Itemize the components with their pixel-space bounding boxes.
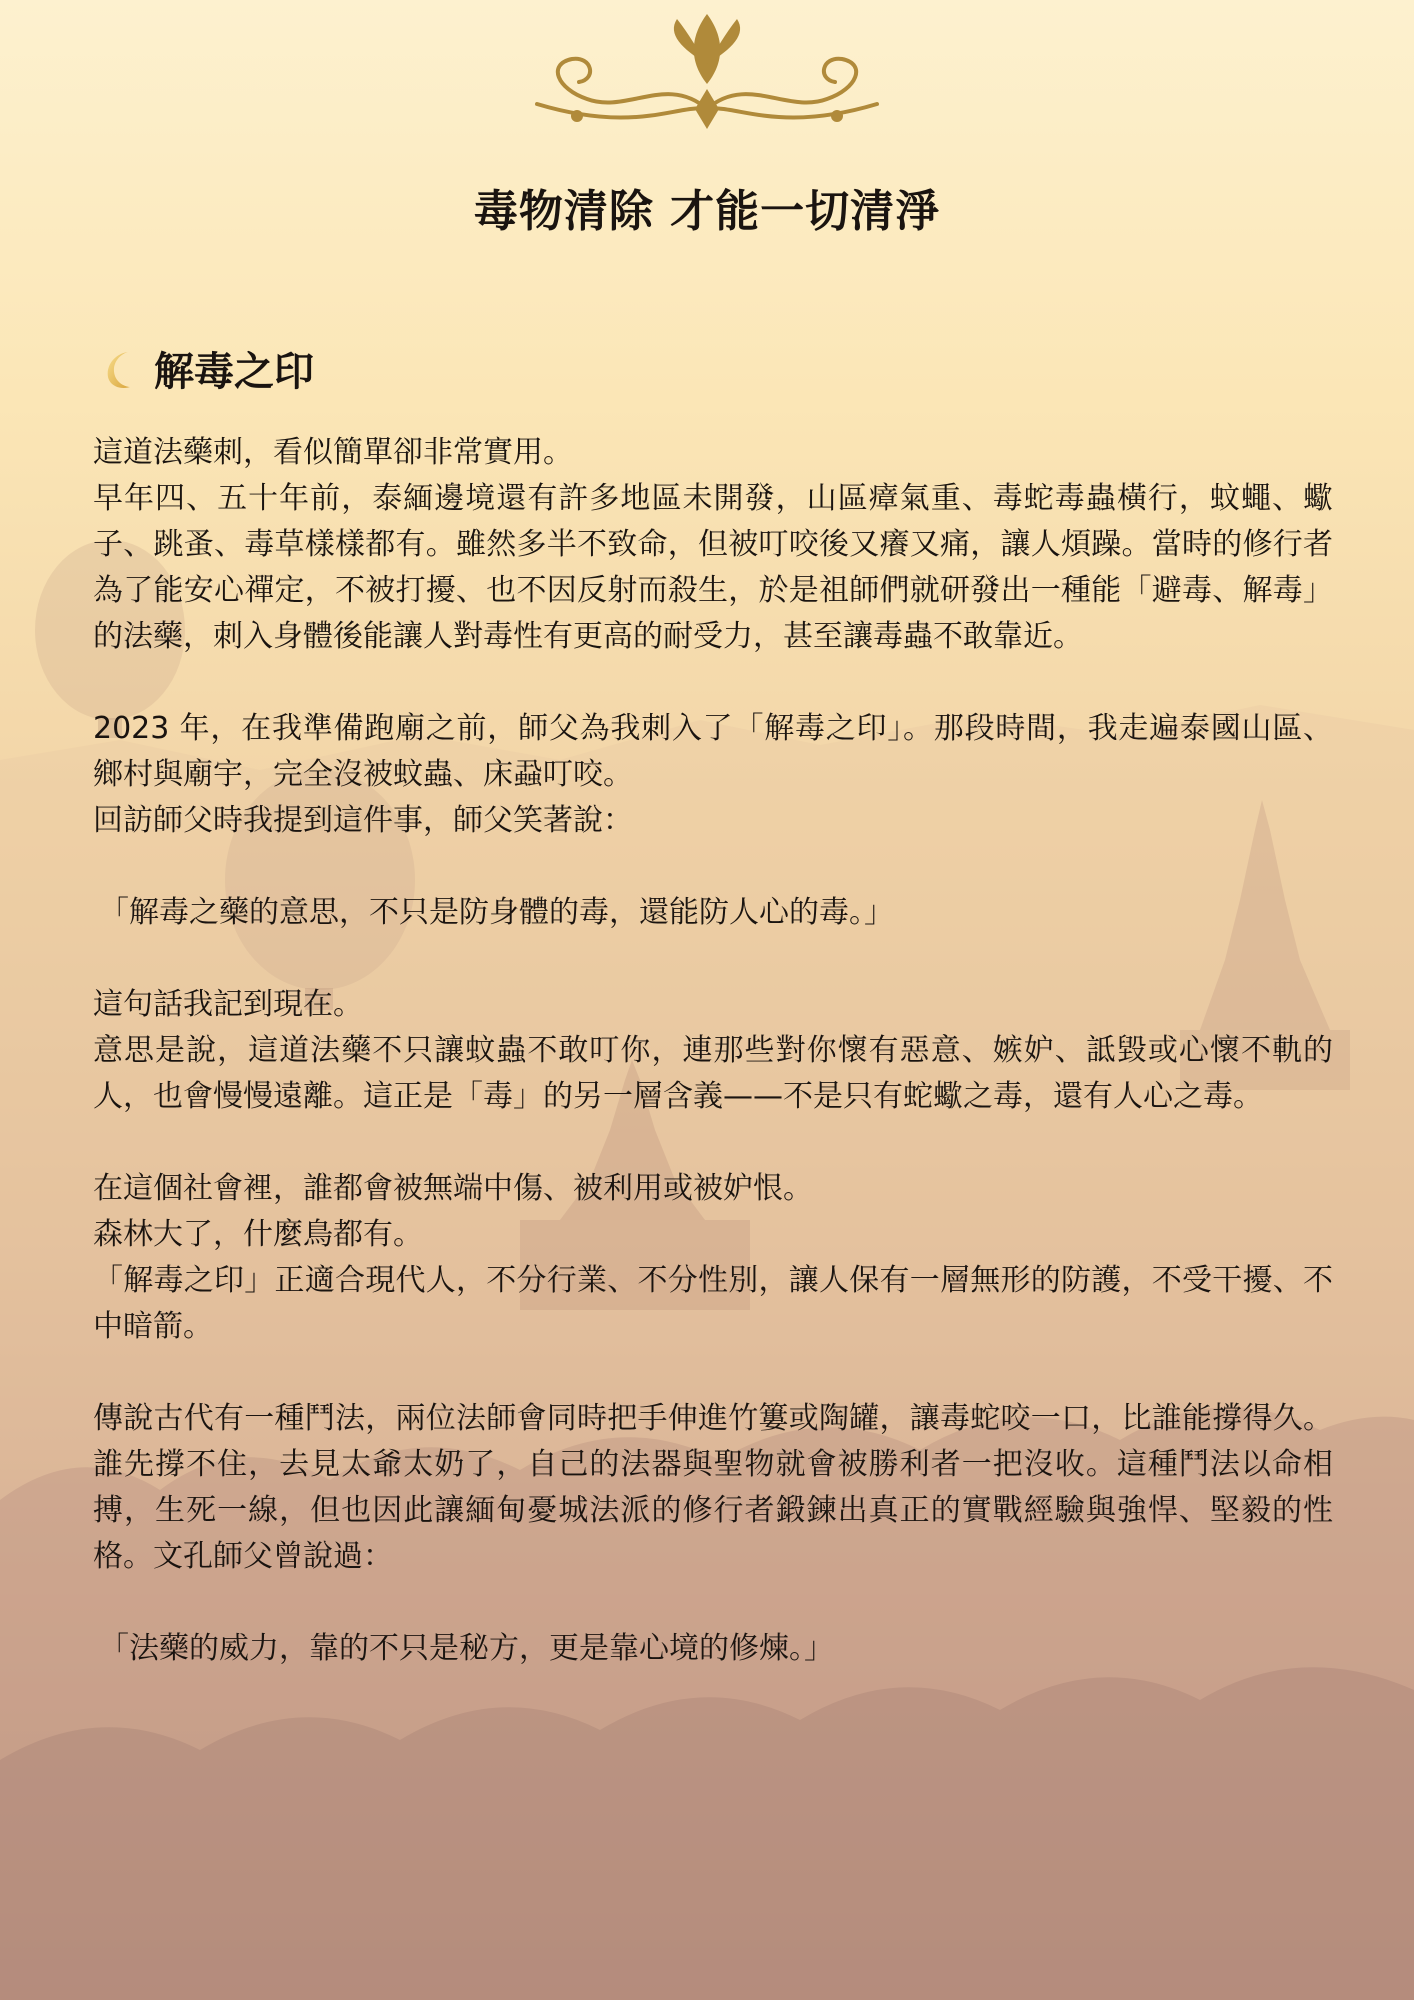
quote: 「法藥的威力，靠的不只是秘方，更是靠心境的修煉。」 (99, 1631, 834, 1666)
paragraph: 2023 年，在我準備跑廟之前，師父為我刺入了「解毒之印」。那段時間，我走遍泰國山區、鄉村與廟宇，完全沒被蚊蟲、床蝨叮咬。 (93, 711, 1333, 792)
section-heading-label: 解毒之印 (154, 349, 314, 395)
paragraph: 早年四、五十年前，泰緬邊境還有許多地區未開發，山區瘴氣重、毒蛇毒蟲橫行，蚊蠅、蠍子、跳蚤、毒草樣樣都有。雖然多半不致命，但被叮咬後又癢又痛，讓人煩躁。當時的修行者為了能安心禪定，不被打擾、也不因反射而殺生，於是祖師們就研發出一種能「避毒、解毒」的法藥，刺入身體後能讓人對毒性有更高的耐受力，甚至讓毒蟲不敢靠近。 (93, 481, 1333, 654)
paragraph: 傳說古代有一種鬥法，兩位法師會同時把手伸進竹簍或陶罐，讓毒蛇咬一口，比誰能撐得久。誰先撐不住，去見太爺太奶了，自己的法器與聖物就會被勝利者一把沒收。這種鬥法以命相搏，生死一線，但也因此讓緬甸憂城法派的修行者鍛鍊出真正的實戰經驗與強悍、堅毅的性格。文孔師父曾說過： (93, 1401, 1333, 1574)
paragraph: 在這個社會裡，誰都會被無端中傷、被利用或被妒恨。 (93, 1171, 813, 1206)
paragraph-spacer (93, 844, 1333, 890)
paragraph: 「解毒之印」正適合現代人，不分行業、不分性別，讓人保有一層無形的防護，不受干擾、不中暗箭。 (93, 1263, 1333, 1344)
article-body (93, 430, 1333, 1672)
page-title: 毒物清除 才能一切清淨 (473, 186, 941, 237)
paragraph: 這道法藥刺，看似簡單卻非常實用。 (93, 435, 573, 470)
quote: 「解毒之藥的意思，不只是防身體的毒，還能防人心的毒。」 (99, 895, 894, 930)
paragraph: 這句話我記到現在。 (93, 987, 363, 1022)
paragraph-spacer (93, 1580, 1333, 1626)
crescent-moon-icon (98, 346, 144, 392)
paragraph-spacer (93, 936, 1333, 982)
paragraph-spacer (93, 1120, 1333, 1166)
paragraph: 回訪師父時我提到這件事，師父笑著說： (93, 803, 633, 838)
paragraph: 意思是說，這道法藥不只讓蚊蟲不敢叮你，連那些對你懷有惡意、嫉妒、詆毀或心懷不軌的人，也會慢慢遠離。這正是「毒」的另一層含義——不是只有蛇蠍之毒，還有人心之毒。 (93, 1033, 1333, 1114)
decorative-ornament (517, 4, 897, 144)
paragraph-spacer (93, 660, 1333, 706)
section-heading (98, 340, 314, 397)
paragraph-spacer (93, 1350, 1333, 1396)
paragraph: 森林大了，什麼鳥都有。 (93, 1217, 423, 1252)
